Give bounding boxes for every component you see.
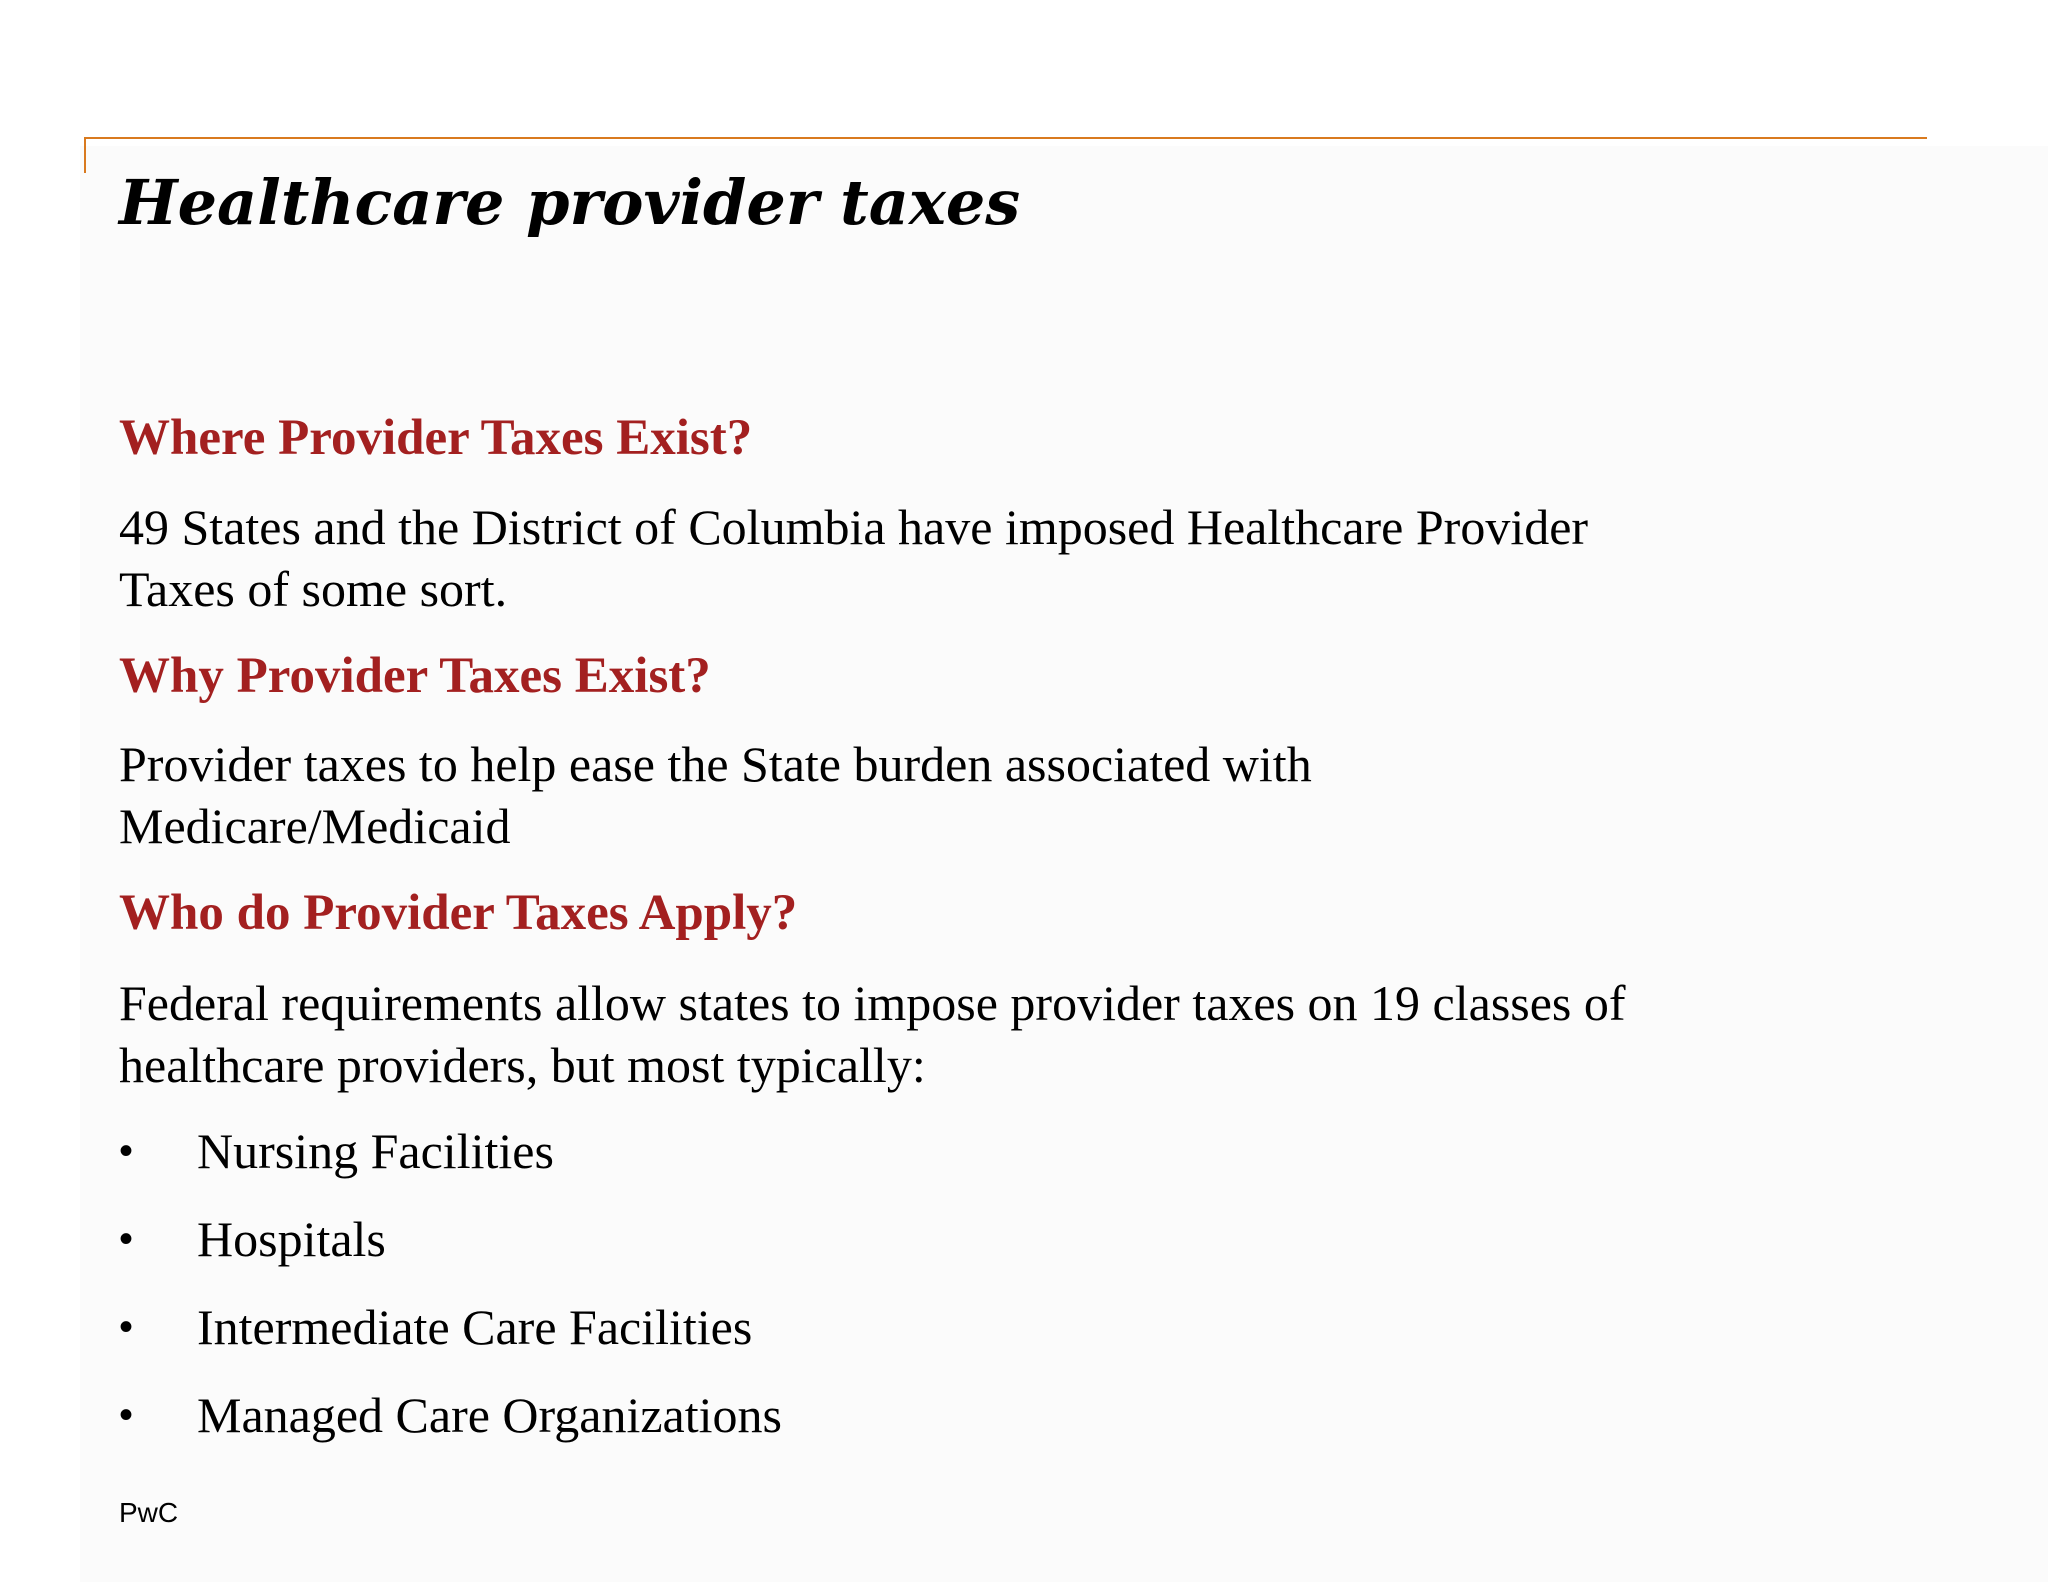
title-accent-rule	[84, 137, 1927, 139]
section-body-line: Federal requirements allow states to impose provider taxes on 19 classes of	[119, 975, 1626, 1031]
section-body-where	[119, 496, 1588, 620]
list-item-label: Nursing Facilities	[197, 1123, 554, 1179]
slide-content-panel	[80, 146, 2048, 1582]
section-heading-why: Why Provider Taxes Exist?	[119, 648, 711, 704]
slide-title: Healthcare provider taxes	[119, 166, 1021, 239]
section-body-who	[119, 972, 1626, 1096]
section-heading-who: Who do Provider Taxes Apply?	[119, 885, 798, 941]
list-item-label: Intermediate Care Facilities	[197, 1299, 753, 1355]
bullet-icon: •	[119, 1393, 134, 1437]
section-body-line: Taxes of some sort.	[119, 561, 508, 617]
list-item-label: Hospitals	[197, 1211, 386, 1267]
list-item-label: Managed Care Organizations	[197, 1387, 782, 1443]
section-body-line: 49 States and the District of Columbia have imposed Healthcare Provider	[119, 499, 1589, 555]
section-body-line: Medicare/Medicaid	[119, 798, 511, 854]
bullet-icon: •	[119, 1129, 134, 1173]
bullet-icon: •	[119, 1305, 134, 1349]
section-body-line: healthcare providers, but most typically:	[119, 1037, 926, 1093]
section-body-line: Provider taxes to help ease the State burden associated with	[119, 736, 1312, 792]
section-heading-where: Where Provider Taxes Exist?	[119, 410, 753, 466]
footer-brand: PwC	[119, 1497, 179, 1528]
title-accent-corner	[84, 137, 86, 173]
bullet-icon: •	[119, 1217, 134, 1261]
section-body-why	[119, 733, 1312, 857]
